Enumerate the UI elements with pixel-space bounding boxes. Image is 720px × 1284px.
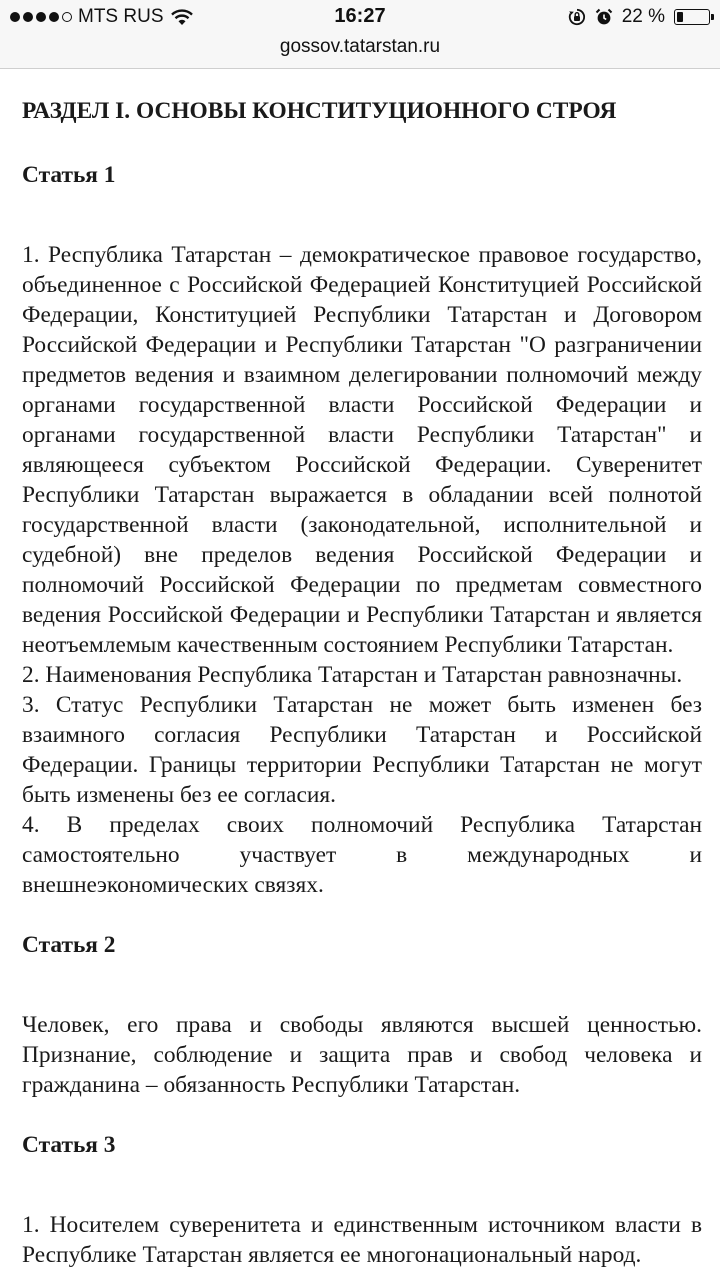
url-text[interactable]: gossov.tatarstan.ru <box>279 36 441 57</box>
article-2-paragraph-1: Человек, его права и свободы являются высшей ценностью. Признание, соблюдение и защита прав и свобод человека и гражданина – обязанность Республики Татарстан. <box>22 1012 702 1098</box>
article-1-title: Статья 1 <box>22 162 116 188</box>
article-1-paragraph-2: 2. Наименования Республика Татарстан и Татарстан равнозначны. <box>22 662 683 688</box>
alarm-icon <box>595 8 613 26</box>
battery-level <box>677 12 683 22</box>
address-bar[interactable] <box>0 36 720 69</box>
clock: 16:27 <box>334 5 386 27</box>
page-content <box>22 90 702 1284</box>
article-2-title: Статья 2 <box>22 932 116 958</box>
status-bar <box>0 0 720 36</box>
orientation-lock-icon <box>568 8 586 26</box>
status-bar-right <box>568 6 710 28</box>
article-3-title: Статья 3 <box>22 1132 116 1158</box>
article-1-paragraph-1: 1. Республика Татарстан – демократическое правовое государство, объединенное с Российской Федерацией Конституцией Российской Федерации, Конституцией Республики Татарстан и Договором Российской Федерации и Республики Татарстан "О разграничении предметов ведения и взаимном делегировании полномочий между органами государственной власти Российской Федерации и органами государственной власти Республики Татарстан" и являющееся субъектом Российской Федерации. Суверенитет Республики Татарстан выражается в обладании всей полнотой государственной власти (законодательной, исполнительной и судебной) вне пределов ведения Российской Федерации и полномочий Российской Федерации по предметам совместного ведения Российской Федерации и Республики Татарстан и является неотъемлемым качественным состоянием Республики Татарстан. <box>22 242 702 658</box>
article-3-paragraph-1: 1. Носителем суверенитета и единственным источником власти в Республике Татарстан является ее многонациональный народ. <box>22 1212 702 1268</box>
battery-percent: 22 % <box>621 6 665 27</box>
battery-icon <box>674 9 710 25</box>
carrier-name: MTS RUS <box>78 6 164 27</box>
article-1-paragraph-4: 4. В пределах своих полномочий Республика Татарстан самостоятельно участвует в международных и внешнеэкономических связях. <box>22 812 702 898</box>
article-1-paragraph-3: 3. Статус Республики Татарстан не может быть изменен без взаимного согласия Республики Татарстан и Российской Федерации. Границы территории Республики Татарстан не могут быть изменены без ее согласия. <box>22 692 702 808</box>
section-title: РАЗДЕЛ I. ОСНОВЫ КОНСТИТУЦИОННОГО СТРОЯ <box>22 98 617 124</box>
